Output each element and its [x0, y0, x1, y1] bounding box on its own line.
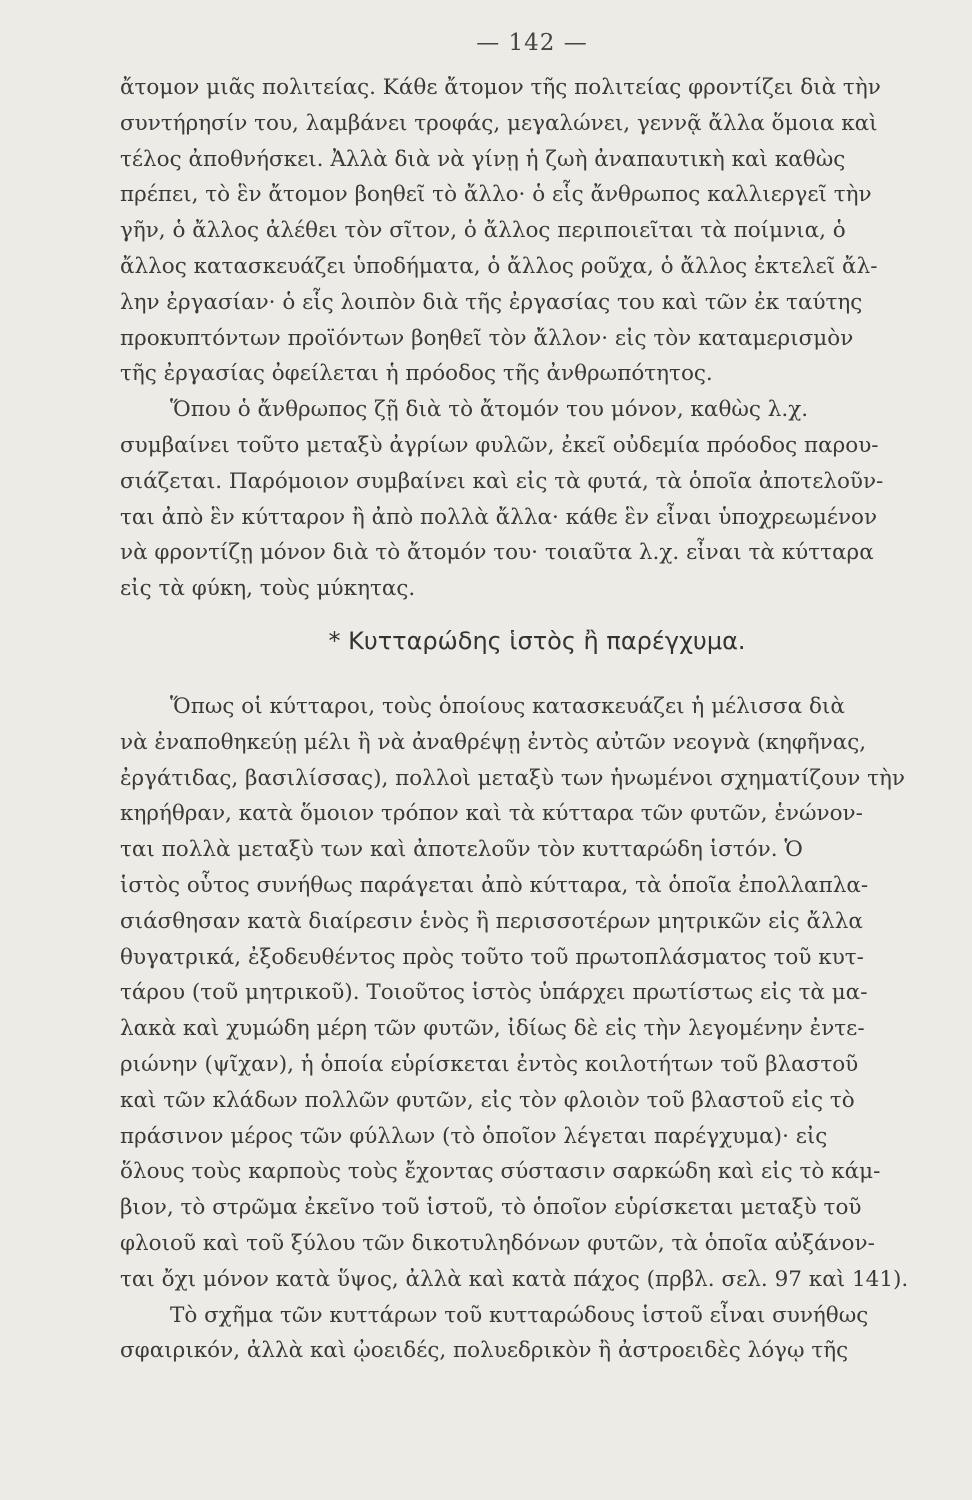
text-line: βιον, τὸ στρῶμα ἐκεῖνο τοῦ ἱστοῦ, τὸ ὁποῖον εὑρίσκεται μεταξὺ τοῦ — [120, 1195, 862, 1221]
paragraph-3 — [120, 689, 924, 1298]
text-line: ὅλους τοὺς καρποὺς τοὺς ἔχοντας σύστασιν σαρκώδη καὶ εἰς τὸ κάμ- — [120, 1159, 881, 1185]
text-line: προκυπτόντων προϊόντων βοηθεῖ τὸν ἄλλον· εἰς τὸν καταμερισμὸν — [120, 325, 854, 351]
text-line: ἄτομον μιᾶς πολιτείας. Κάθε ἄτομον τῆς πολιτείας φροντίζει διὰ τὴν — [120, 75, 881, 100]
text-line: πρέπει, τὸ ἓν ἄτομον βοηθεῖ τὸ ἄλλο· ὁ εἷς ἄνθρωπος καλλιεργεῖ τὴν — [120, 182, 872, 208]
text-line: εἰς τὰ φύκη, τοὺς μύκητας. — [120, 576, 416, 602]
text-line: κηρήθραν, κατὰ ὅμοιον τρόπον καὶ τὰ κύτταρα τῶν φυτῶν, ἑνώνον- — [120, 801, 863, 827]
text-line: λην ἐργασίαν· ὁ εἷς λοιπὸν διὰ τῆς ἐργασίας του καὶ τῶν ἐκ ταύτης — [120, 289, 863, 315]
paragraph-4 — [120, 1298, 924, 1370]
text-line: συμβαίνει τοῦτο μεταξὺ ἀγρίων φυλῶν, ἐκεῖ οὐδεμία πρόοδος παρου- — [120, 432, 879, 458]
text-line: σιάσθησαν κατὰ διαίρεσιν ἑνὸς ἢ περισσοτέρων μητρικῶν εἰς ἄλλα — [120, 908, 863, 934]
text-line: σιάζεται. Παρόμοιον συμβαίνει καὶ εἰς τὰ φυτά, τὰ ὁποῖα ἀποτελοῦν- — [120, 468, 884, 494]
section-heading: * Κυτταρώδης ἱστὸς ἢ παρέγχυμα. — [328, 626, 746, 655]
text-line: συντήρησίν του, λαμβάνει τροφάς, μεγαλώνει, γεννᾷ ἄλλα ὅμοια καὶ — [120, 110, 878, 136]
text-line: ἐργάτιδας, βασιλίσσας), πολλοὶ μεταξὺ των ἡνωμένοι σχηματίζουν τὴν — [120, 765, 905, 791]
text-line: τῆς ἐργασίας ὀφείλεται ἡ πρόοδος τῆς ἀνθρωπότητος. — [120, 361, 713, 387]
text-line: ἄλλος κατασκευάζει ὑποδήματα, ὁ ἄλλος ροῦχα, ὁ ἄλλος ἐκτελεῖ ἄλ- — [120, 253, 878, 279]
text-line: καὶ τῶν κλάδων πολλῶν φυτῶν, εἰς τὸν φλοιὸν τοῦ βλαστοῦ εἰς τὸ — [120, 1087, 855, 1113]
text-line: ριώνην (ψῖχαν), ἡ ὁποία εὑρίσκεται ἐντὸς κοιλοτήτων τοῦ βλαστοῦ — [120, 1051, 859, 1077]
text-line: πράσινον μέρος τῶν φύλλων (τὸ ὁποῖον λέγεται παρέγχυμα)· εἰς — [120, 1123, 828, 1149]
text-line: ἱστὸς οὗτος συνήθως παράγεται ἀπὸ κύτταρα, τὰ ὁποῖα ἐπολλαπλα- — [120, 872, 869, 898]
text-line: τέλος ἀποθνήσκει. Ἀλλὰ διὰ νὰ γίνῃ ἡ ζωὴ ἀναπαυτικὴ καὶ καθὼς — [120, 146, 846, 172]
page-number: — 142 — — [476, 30, 588, 56]
text-line: ται πολλὰ μεταξὺ των καὶ ἀποτελοῦν τὸν κυτταρώδη ἱστόν. Ὁ — [120, 837, 803, 863]
text-line: τάρου (τοῦ μητρικοῦ). Τοιοῦτος ἱστὸς ὑπάρχει πρωτίστως εἰς τὰ μα- — [120, 980, 868, 1006]
paragraph-2 — [120, 392, 924, 607]
text-line: θυγατρικά, ἐξοδευθέντος πρὸς τοῦτο τοῦ πρωτοπλάσματος τοῦ κυτ- — [120, 944, 864, 970]
text-line: λακὰ καὶ χυμώδη μέρη τῶν φυτῶν, ἰδίως δὲ εἰς τὴν λεγομένην ἐντε- — [120, 1016, 865, 1042]
text-line: ται ἀπὸ ἓν κύτταρον ἢ ἀπὸ πολλὰ ἄλλα· κάθε ἓν εἶναι ὑποχρεωμένον — [120, 504, 878, 530]
text-line: Τὸ σχῆμα τῶν κυττάρων τοῦ κυτταρώδους ἱστοῦ εἶναι συνήθως — [170, 1302, 869, 1328]
text-line: ται ὄχι μόνον κατὰ ὕψος, ἀλλὰ καὶ κατὰ πάχος (πρβλ. σελ. 97 καὶ 141). — [120, 1266, 909, 1292]
text-line: Ὅπως οἱ κύτταροι, τοὺς ὁποίους κατασκευάζει ἡ μέλισσα διὰ — [170, 693, 845, 719]
paragraph-1 — [120, 70, 924, 392]
text-line: νὰ ἐναποθηκεύῃ μέλι ἢ νὰ ἀναθρέψῃ ἐντὸς αὐτῶν νεογνὰ (κηφῆνας, — [120, 729, 867, 755]
text-line: Ὅπου ὁ ἄνθρωπος ζῇ διὰ τὸ ἄτομόν του μόνον, καθὼς λ.χ. — [170, 397, 809, 423]
text-line: φλοιοῦ καὶ τοῦ ξύλου τῶν δικοτυληδόνων φυτῶν, τὰ ὁποῖα αὐξάνον- — [120, 1230, 875, 1256]
text-line: νὰ φροντίζῃ μόνον διὰ τὸ ἄτομόν του· τοιαῦτα λ.χ. εἶναι τὰ κύτταρα — [120, 540, 874, 566]
text-line: σφαιρικόν, ἀλλὰ καὶ ᾠοειδές, πολυεδρικὸν ἢ ἀστροειδὲς λόγῳ τῆς — [120, 1338, 849, 1364]
text-line: γῆν, ὁ ἄλλος ἀλέθει τὸν σῖτον, ὁ ἄλλος περιποιεῖται τὰ ποίμνια, ὁ — [120, 218, 846, 244]
